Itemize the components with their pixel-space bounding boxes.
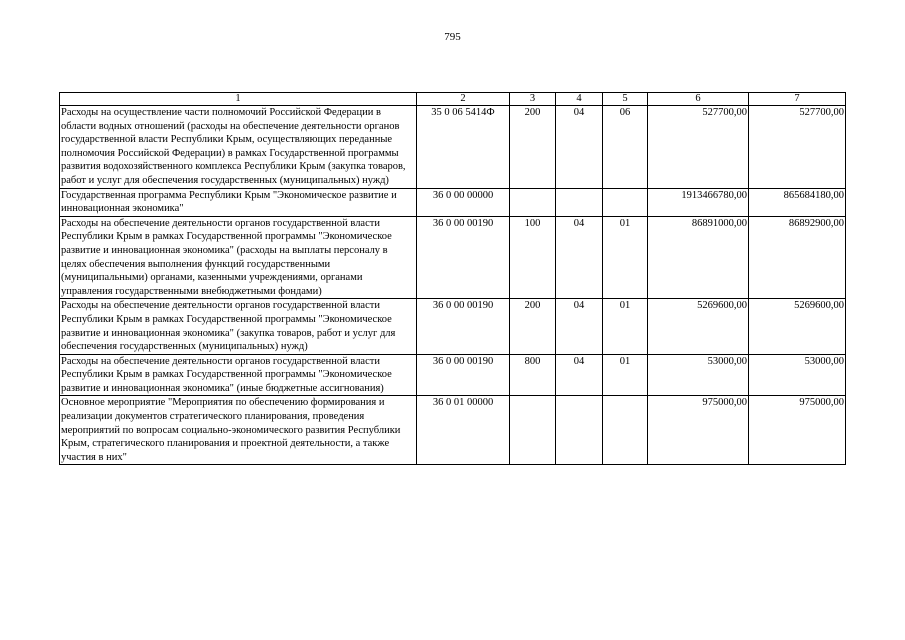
row-target-article: 36 0 00 00190: [417, 299, 510, 354]
row-amount-2: 86892900,00: [749, 216, 846, 299]
row-amount-1: 975000,00: [648, 396, 749, 465]
row-amount-1: 527700,00: [648, 106, 749, 189]
page-number: 795: [444, 31, 461, 43]
row-section: 04: [556, 216, 603, 299]
table-row: [60, 216, 846, 299]
row-subsection: 01: [603, 299, 648, 354]
table-row: [60, 396, 846, 465]
row-amount-1: 5269600,00: [648, 299, 749, 354]
row-target-article: 36 0 01 00000: [417, 396, 510, 465]
table-row: [60, 106, 846, 189]
row-section: 04: [556, 106, 603, 189]
row-amount-1: 53000,00: [648, 354, 749, 396]
row-expense-type: 100: [510, 216, 556, 299]
header-col-4: 4: [556, 93, 603, 106]
row-name: Расходы на обеспечение деятельности органов государственной власти Республики Крым в рамках Государственной программы "Экономическое развитие и инновационная экономика" (закупка товаров, работ и услуг для обеспечения государственных (муниципальных) нужд): [60, 299, 417, 354]
table-row: [60, 354, 846, 396]
row-name: Расходы на обеспечение деятельности органов государственной власти Республики Крым в рамках Государственной программы "Экономическое развитие и инновационная экономика" (иные бюджетные ассигнования): [60, 354, 417, 396]
row-name: Расходы на обеспечение деятельности органов государственной власти Республики Крым в рамках Государственной программы "Экономическое развитие и инновационная экономика" (расходы на выплаты персоналу в целях обеспечения выполнения функций государственными (муниципальными) органами, казенными учреждениями, органами управления государственными внебюджетными фондами): [60, 216, 417, 299]
header-col-7: 7: [749, 93, 846, 106]
row-target-article: 36 0 00 00190: [417, 216, 510, 299]
row-amount-1: 1913466780,00: [648, 188, 749, 216]
row-target-article: 36 0 00 00000: [417, 188, 510, 216]
row-name: Расходы на осуществление части полномочий Российской Федерации в области водных отношений (расходы на обеспечение деятельности органов государственной власти Республики Крым, осуществляющих переданные полномочия Российской Федерации) в рамках Государственной программы развития водохозяйственного комплекса Республики Крым (закупка товаров, работ и услуг для обеспечения государственных (муниципальных) нужд): [60, 106, 417, 189]
row-subsection: 01: [603, 354, 648, 396]
row-expense-type: 200: [510, 299, 556, 354]
row-amount-2: 53000,00: [749, 354, 846, 396]
row-expense-type: 800: [510, 354, 556, 396]
row-name: Основное мероприятие "Мероприятия по обеспечению формирования и реализации документов стратегического планирования, проведения мероприятий по вопросам социально-экономического развития Республики Крым, стратегического планирования и проектной деятельности, а также участия в них": [60, 396, 417, 465]
row-target-article: 35 0 06 5414Ф: [417, 106, 510, 189]
row-expense-type: 200: [510, 106, 556, 189]
row-subsection: 01: [603, 216, 648, 299]
row-section: 04: [556, 354, 603, 396]
budget-table: [59, 92, 846, 465]
header-col-6: 6: [648, 93, 749, 106]
row-section: [556, 188, 603, 216]
table-row: [60, 188, 846, 216]
row-amount-1: 86891000,00: [648, 216, 749, 299]
header-row: [60, 93, 846, 106]
row-section: 04: [556, 299, 603, 354]
row-amount-2: 975000,00: [749, 396, 846, 465]
header-col-5: 5: [603, 93, 648, 106]
row-expense-type: [510, 188, 556, 216]
row-amount-2: 527700,00: [749, 106, 846, 189]
header-col-2: 2: [417, 93, 510, 106]
header-col-3: 3: [510, 93, 556, 106]
row-section: [556, 396, 603, 465]
row-expense-type: [510, 396, 556, 465]
row-subsection: [603, 188, 648, 216]
row-name: Государственная программа Республики Крым "Экономическое развитие и инновационная экономика": [60, 188, 417, 216]
row-amount-2: 5269600,00: [749, 299, 846, 354]
row-subsection: 06: [603, 106, 648, 189]
row-target-article: 36 0 00 00190: [417, 354, 510, 396]
row-subsection: [603, 396, 648, 465]
row-amount-2: 865684180,00: [749, 188, 846, 216]
header-col-1: 1: [60, 93, 417, 106]
table-row: [60, 299, 846, 354]
